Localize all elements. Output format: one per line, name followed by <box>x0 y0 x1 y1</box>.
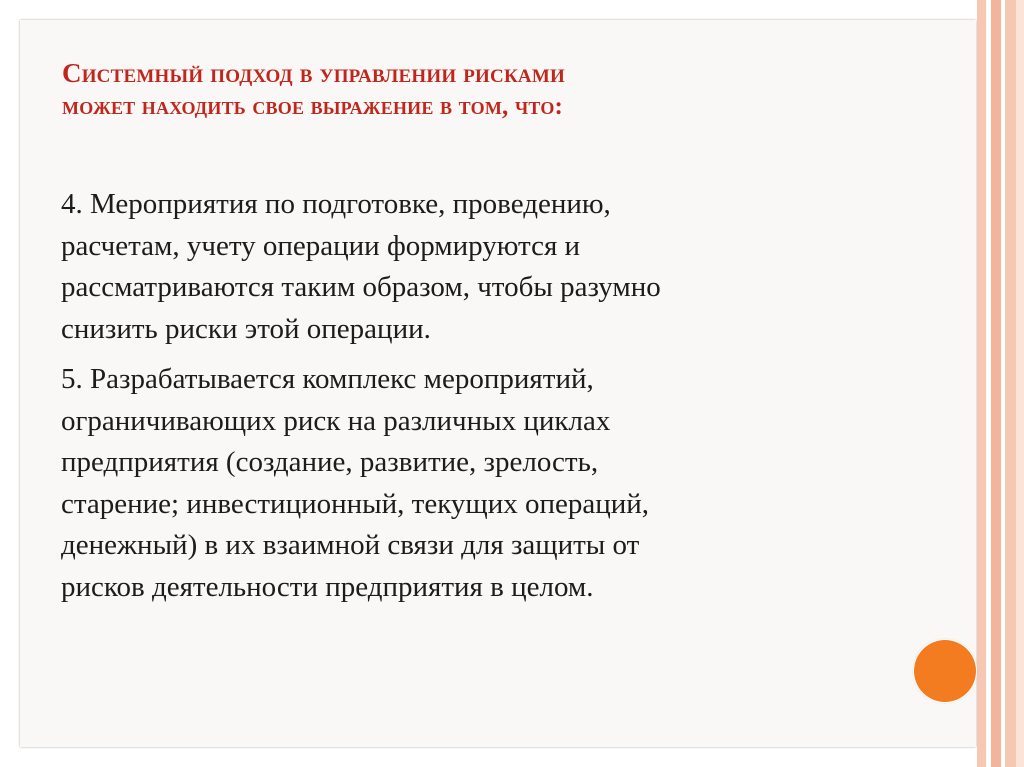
stripe <box>991 0 1001 767</box>
paragraph-item-4 <box>61 184 921 350</box>
title-line: может находить свое выражение в том, что: <box>62 93 564 120</box>
stripe <box>1016 0 1024 767</box>
stripe <box>977 0 986 767</box>
slide-title <box>62 56 922 124</box>
text-line: 5. Разрабатывается комплекс мероприятий, <box>61 363 594 395</box>
text-line: ограничивающих риск на различных циклах <box>61 404 611 437</box>
text-line: расчетам, учету операции формируются и <box>61 229 581 262</box>
text-line: снизить риски этой операции. <box>61 312 431 345</box>
title-line: Системный подход в управлении рисками <box>62 58 565 88</box>
orange-circle-decoration <box>914 640 976 702</box>
slide-body <box>61 184 921 617</box>
text-line: рисков деятельности предприятия в целом. <box>61 570 594 603</box>
text-line: старение; инвестиционный, текущих операций, <box>61 487 650 520</box>
stripe <box>1005 0 1016 767</box>
text-line: рассматриваются таким образом, чтобы разумно <box>61 271 661 303</box>
text-line: 4. Мероприятия по подготовке, проведению, <box>61 188 611 220</box>
paragraph-item-5 <box>61 359 921 608</box>
decorative-stripes <box>977 0 1024 767</box>
text-line: денежный) в их взаимной связи для защиты от <box>61 529 640 561</box>
text-line: предприятия (создание, развитие, зрелость, <box>61 446 599 478</box>
